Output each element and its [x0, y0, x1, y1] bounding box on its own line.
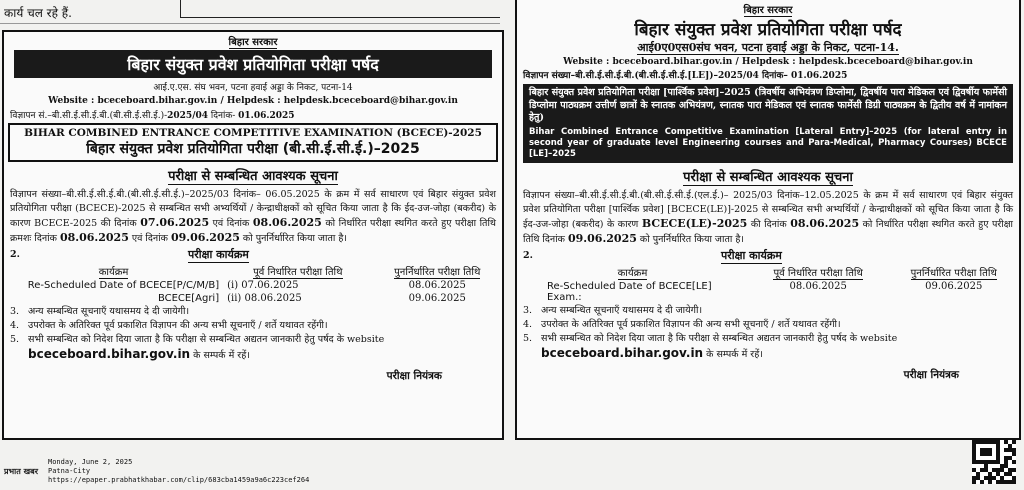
paragraph-1: विज्ञापन संख्या–बी.सी.ई.सी.ई.बी.(बी.सी.ई.सी.ई.(एल.ई.)– 2025/03 दिनांक–12.05.2025 के क्रम में सर्व साधारण एवं बिहार संयुक्त प्रवेश प्रतियोगिता परीक्षा [पार्श्विक प्रवेश] [BCECE(LE)]-2025 से सम्बन्धित सभी अभ्यर्थियों / केन्द्राधीक्षकों को सूचित किया जाता है कि ईद-उज-जोहा (बकरीद) के कारण BCECE(LE)-2025 की दिनांक 08.06.2025 को निर्धारित परीक्षा स्थगित करते हुए परीक्षा तिथि दिनांक 09.06.2025 को पुनर्निर्धारित किया जाता है।: [523, 189, 1014, 245]
previous-article-fragment: कार्य चल रहे हैं.: [0, 0, 500, 24]
website-link: bceceboard.bihar.gov.in: [28, 347, 191, 361]
table-header-row: कार्यक्रम पूर्व निर्धारित परीक्षा तिथि पुनर्निर्धारित परीक्षा तिथि: [98, 267, 481, 278]
note-4: 4. उपरोक्त के अतिरिक्त पूर्व प्रकाशित विज्ञापन की अन्य सभी सूचनाएँ / शर्ते यथावत रहेंगी।: [10, 320, 328, 331]
notice-heading: परीक्षा से सम्बन्धित आवश्यक सूचना: [168, 169, 338, 184]
signatory: परीक्षा नियंत्रक: [386, 370, 442, 382]
website-link: bceceboard.bihar.gov.in: [541, 345, 704, 360]
qr-code[interactable]: [972, 440, 1016, 484]
note-5: 5. सभी सम्बन्धित को निदेश दिया जाता है कि परीक्षा से सम्बन्धित अद्यतन जानकारी हेतु पर्षद के website bceceboard.bihar.gov.in के सम्पर्क में रहें।: [523, 332, 898, 360]
signatory: परीक्षा नियंत्रक: [903, 368, 959, 381]
item-2: 2. परीक्षा कार्यक्रम: [10, 248, 249, 261]
note-3: 3. अन्य सम्बन्धित सूचनाएँ यथासमय दे दी जायेगी।: [10, 306, 190, 317]
notice-bcece: [2, 30, 504, 440]
notice-heading: परीक्षा से सम्बन्धित आवश्यक सूचना: [683, 169, 853, 185]
clip-edition: Patna-City: [48, 467, 91, 475]
exam-title-en: BIHAR COMBINED ENTRANCE COMPETITIVE EXAMINATION (BCECE)-2025: [24, 127, 482, 139]
paragraph-1: विज्ञापन संख्या–बी.सी.ई.सी.ई.बी.(बी.सी.ई.सी.ई.)–2025/03 दिनांक– 06.05.2025 के क्रम में सर्व साधारण एवं बिहार संयुक्त प्रवेश प्रतियोगिता परीक्षा (BCECE)-2025 से सम्बन्धित सभी अभ्यर्थियों / केन्द्राधीक्षकों को सूचित किया जाता है कि ईद-उज-जोहा (बकरीद) के कारण BCECE-2025 की दिनांक 07.06.2025 एवं दिनांक 08.06.2025 को निर्धारित परीक्षा स्थगित करते हुए परीक्षा तिथि क्रमशः दिनांक 08.06.2025 एवं दिनांक 09.06.2025 को पुनर्निर्धारित किया जाता है।: [10, 189, 496, 244]
website-line: Website : bceceboard.bihar.gov.in / Helpdesk : helpdesk.bceceboard@bihar.gov.in: [563, 57, 973, 67]
notice-bcece-le: [515, 0, 1021, 440]
exam-banner-en: Bihar Combined Entrance Competitive Examination [Lateral Entry]–2025 (for lateral entry in second year of graduate level Engineering courses and Para-Medical, Pharmacy Courses) BCECE [LE]–2025: [529, 126, 1007, 159]
advertisement-no: विज्ञापन सं.–बी.सी.ई.सी.ई.बी.(बी.सी.ई.सी.ई.)-2025/04 दिनांक- 01.06.2025: [10, 111, 295, 121]
exam-banner-hi: बिहार संयुक्त प्रवेश प्रतियोगिता परीक्षा [पार्श्विक प्रवेश]–2025 (त्रिवर्षीय अभियंत्रण डिप्लोमा, द्विवर्षीय पारा मेडिकल एवं द्विवर्षीय फार्मेसी डिप्लोमा पाठ्यक्रम उत्तीर्ण छात्रों के स्नातक अभियंत्रण, स्नातक पारा मेडिकल एवं स्नातक फार्मेसी डिग्री पाठ्यक्रम के द्वितीय वर्ष में नामांकन हेतु): [529, 87, 1007, 123]
address: आई0ए0एस0संघ भवन, पटना हवाई अड्डा के निकट, पटना-14.: [637, 41, 899, 54]
clip-date: Monday, June 2, 2025: [48, 458, 133, 466]
kicker: बिहार सरकार: [743, 5, 793, 16]
note-5: 5. सभी सम्बन्धित को निदेश दिया जाता है कि परीक्षा से सम्बन्धित अद्यतन जानकारी हेतु पर्षद के website bceceboard.bihar.gov.in के सम्पर्क में रहें।: [10, 334, 385, 361]
website-line: Website : bceceboard.bihar.gov.in / Helpdesk : helpdesk.bceceboard@bihar.gov.in: [48, 96, 458, 106]
prabhat-khabar-logo: प्रभात खबर: [4, 467, 38, 476]
exam-title-hi: बिहार संयुक्त प्रवेश प्रतियोगिता परीक्षा (बी.सी.ई.सी.ई.)–2025: [86, 141, 420, 157]
note-3: 3. अन्य सम्बन्धित सूचनाएँ यथासमय दे दी जायेगी।: [523, 304, 703, 316]
clip-footer: [0, 458, 309, 485]
note-4: 4. उपरोक्त के अतिरिक्त पूर्व प्रकाशित विज्ञापन की अन्य सभी सूचनाएँ / शर्ते यथावत रहेंगी।: [523, 318, 841, 330]
exam-title-box: [8, 123, 498, 162]
divider: [180, 0, 500, 18]
item-2: 2. परीक्षा कार्यक्रम: [523, 248, 782, 262]
org-title: बिहार संयुक्त प्रवेश प्रतियोगिता परीक्षा पर्षद: [14, 50, 492, 78]
exam-banner: [523, 84, 1013, 163]
kicker: बिहार सरकार: [228, 37, 278, 48]
table-row: Re-Scheduled Date of BCECE[P/C/M/B] (i) 07.06.2025 08.06.2025: [27, 280, 466, 291]
table-row: BCECE[Agri] (ii) 08.06.2025 09.06.2025: [157, 293, 466, 304]
schedule-table: [517, 264, 1019, 304]
table-row: Re-Scheduled Date of BCECE[LE] Exam.: 08.06.2025 09.06.2025: [547, 280, 983, 303]
org-title: बिहार संयुक्त प्रवेश प्रतियोगिता परीक्षा पर्षद: [634, 20, 902, 40]
schedule-table: [4, 263, 502, 305]
advertisement-no: विज्ञापन संख्या–बी.सी.ई.सी.ई.बी.(बी.सी.ई.सी.ई.[LE])–2025/04 दिनांक– 01.06.2025: [523, 71, 848, 81]
table-header-row: कार्यक्रम पूर्व निर्धारित परीक्षा तिथि पुनर्निर्धारित परीक्षा तिथि: [617, 267, 997, 279]
clip-url[interactable]: https://epaper.prabhatkhabar.com/clip/683cba1459a9a6c223cef264: [48, 476, 310, 484]
address: आई.ए.एस. संघ भवन, पटना हवाई अड्डा के निकट, पटना-14: [153, 83, 353, 93]
